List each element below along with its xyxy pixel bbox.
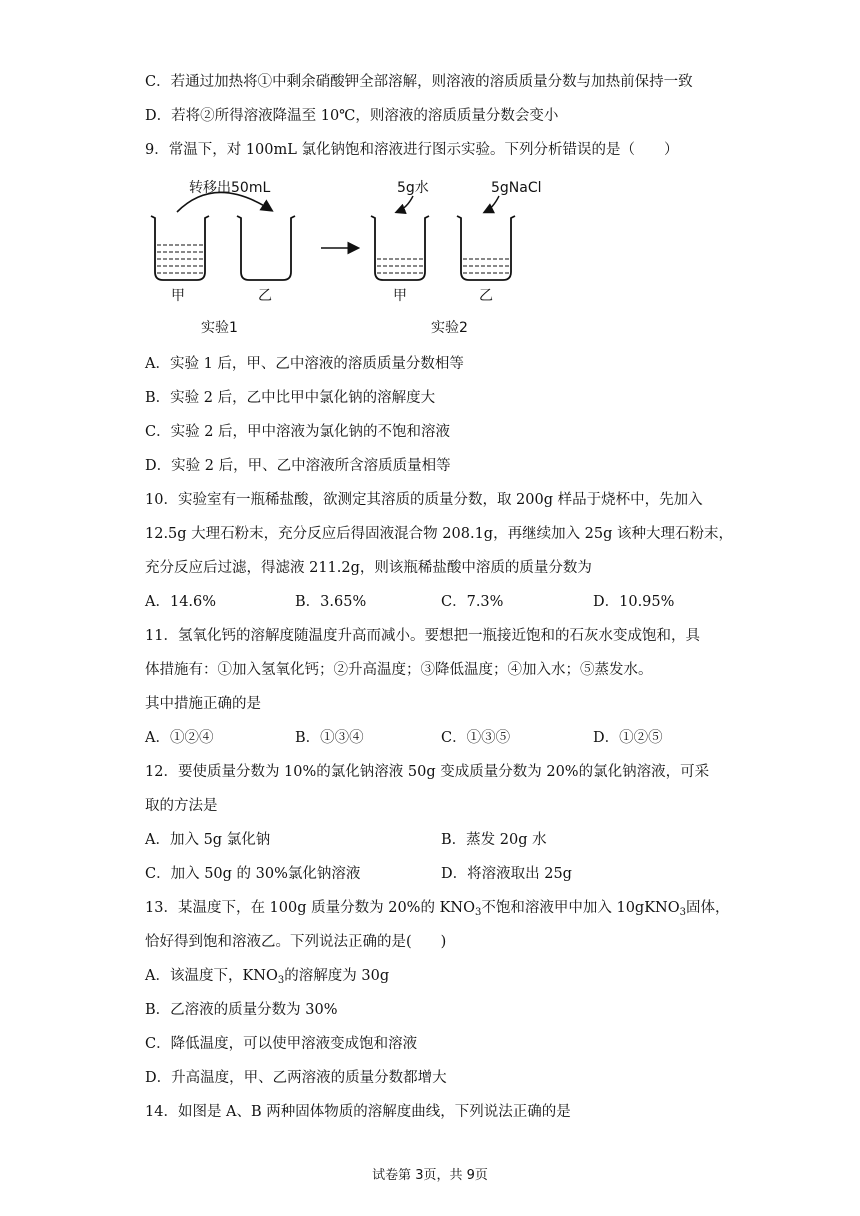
transfer-label: 转移出50mL xyxy=(189,180,271,196)
q10-line-3: 充分反应后过滤，得滤液 211.2g，则该瓶稀盐酸中溶质的质量分数为 xyxy=(145,560,592,576)
q11-option-b: B．①③④ xyxy=(295,730,364,746)
q11-option-a: A．①②④ xyxy=(145,730,214,746)
q14-stem: 14．如图是 A、B 两种固体物质的溶解度曲线，下列说法正确的是 xyxy=(145,1104,571,1120)
beaker-yi-exp2 xyxy=(457,216,515,280)
label-jia-exp1: 甲 xyxy=(171,288,185,304)
q8-option-d: D．若将②所得溶液降温至 10℃，则溶液的溶质质量分数会变小 xyxy=(145,108,559,124)
beaker-jia-exp1 xyxy=(151,216,209,280)
q11-option-c: C．①③⑤ xyxy=(441,730,511,746)
label-jia-exp2: 甲 xyxy=(393,288,407,304)
q13-line-1: 13．某温度下，在 100g 质量分数为 20%的 $KNO_3$不饱和溶液甲中加入 10gKNO$_3$固体， xyxy=(145,900,730,918)
q13-option-b: B．乙溶液的质量分数为 30% xyxy=(145,1002,338,1018)
q13-option-a: A．该温度下，$KNO_3$的溶解度为 30g xyxy=(145,968,390,986)
q8-option-c: C．若通过加热将①中剩余硝酸钾全部溶解，则溶液的溶质质量分数与加热前保持一致 xyxy=(145,74,693,90)
q12-option-d: D．将溶液取出 25g xyxy=(441,866,572,882)
beaker-jia-exp2 xyxy=(371,216,429,280)
q12-line-2: 取的方法是 xyxy=(145,798,218,814)
q9-option-c: C．实验 2 后，甲中溶液为氯化钠的不饱和溶液 xyxy=(145,424,451,440)
nacl-arrow-icon xyxy=(485,196,499,212)
label-yi-exp2: 乙 xyxy=(479,288,493,304)
q9-stem: 9．常温下，对 100mL 氯化钠饱和溶液进行图示实验。下列分析错误的是（ ） xyxy=(145,142,679,158)
q11-line-2: 体措施有：①加入氢氧化钙；②升高温度；③降低温度；④加入水；⑤蒸发水。 xyxy=(145,662,653,678)
q13-line-2: 恰好得到饱和溶液乙。下列说法正确的是( ) xyxy=(145,934,447,950)
q13-option-c: C．降低温度，可以使甲溶液变成饱和溶液 xyxy=(145,1036,418,1052)
q11-option-d: D．①②⑤ xyxy=(593,730,663,746)
q9-option-b: B．实验 2 后，乙中比甲中氯化钠的溶解度大 xyxy=(145,390,436,406)
q12-line-1: 12．要使质量分数为 10%的氯化钠溶液 50g 变成质量分数为 20%的氯化钠溶液，可采 xyxy=(145,764,710,780)
q10-option-b: B．3.65% xyxy=(295,594,367,610)
q9-option-a: A．实验 1 后，甲、乙中溶液的溶质质量分数相等 xyxy=(145,356,464,372)
q10-option-c: C．7.3% xyxy=(441,594,504,610)
q12-option-a: A．加入 5g 氯化钠 xyxy=(145,832,271,848)
q9-option-d: D．实验 2 后，甲、乙中溶液所含溶质质量相等 xyxy=(145,458,451,474)
label-yi-exp1: 乙 xyxy=(258,288,272,304)
q9-experiment-figure xyxy=(145,172,565,342)
q10-line-2: 12.5g 大理石粉末，充分反应后得固液混合物 208.1g，再继续加入 25g 该种大理石粉末， xyxy=(145,526,734,542)
q11-line-1: 11．氢氧化钙的溶解度随温度升高而减小。要想把一瓶接近饱和的石灰水变成饱和，具 xyxy=(145,628,700,644)
label-exp2: 实验2 xyxy=(431,320,468,336)
q12-option-c: C．加入 50g 的 30%氯化钠溶液 xyxy=(145,866,361,882)
label-exp1: 实验1 xyxy=(201,320,238,336)
q11-line-3: 其中措施正确的是 xyxy=(145,696,261,712)
water-label: 5g水 xyxy=(397,180,429,196)
q10-option-d: D．10.95% xyxy=(593,594,675,610)
page-footer: 试卷第 3页，共 9页 xyxy=(372,1168,488,1183)
q12-option-b: B．蒸发 20g 水 xyxy=(441,832,547,848)
beaker-yi-exp1 xyxy=(237,216,295,280)
q13-option-d: D．升高温度，甲、乙两溶液的质量分数都增大 xyxy=(145,1070,447,1086)
q10-option-a: A．14.6% xyxy=(145,594,217,610)
nacl-label: 5gNaCl xyxy=(491,180,542,196)
water-arrow-icon xyxy=(397,196,413,212)
q10-line-1: 10．实验室有一瓶稀盐酸，欲测定其溶质的质量分数，取 200g 样品于烧杯中，先加入 xyxy=(145,492,703,508)
